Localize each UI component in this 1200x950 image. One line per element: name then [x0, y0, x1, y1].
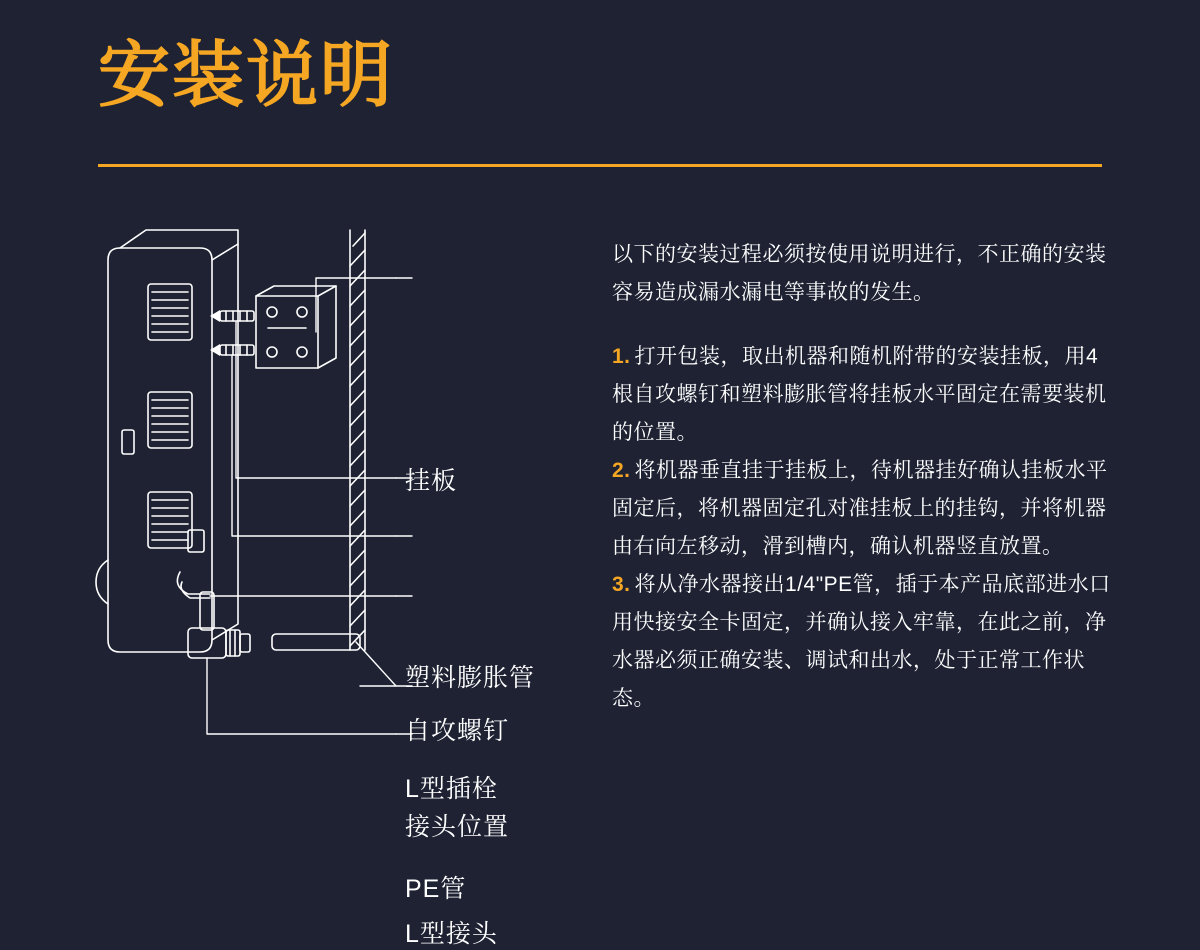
step-text: 将从净水器接出1/4"PE管，插于本产品底部进水口用快接安全卡固定，并确认接入牢靠，在此之前，净水器必须正确安装、调试和出水，处于正常工作状态。 — [612, 573, 1111, 710]
screws-and-expansion-tubes — [210, 310, 254, 356]
mounting-bracket — [256, 286, 336, 368]
wall-hatch — [350, 230, 365, 650]
page-title: 安装说明 — [98, 36, 395, 116]
step-item — [612, 566, 1112, 718]
step-number: 1. — [612, 345, 631, 368]
instructions-text-column — [612, 236, 1112, 718]
step-item — [612, 338, 1112, 452]
step-number: 2. — [612, 459, 631, 482]
label-l-jietou: L型接头 — [405, 920, 498, 948]
purifier-body — [96, 230, 238, 652]
installation-diagram — [60, 200, 620, 948]
step-number: 3. — [612, 573, 631, 596]
title-divider — [98, 164, 1102, 167]
label-jietou-weizhi: 接头位置 — [405, 813, 510, 841]
label-l-chashuan: L型插栓 — [405, 775, 498, 803]
vent-group-bottom — [148, 492, 192, 548]
diagram-svg — [60, 200, 620, 800]
label-pengzhangguan: 塑料膨胀管 — [405, 664, 536, 692]
step-item — [612, 452, 1112, 566]
steps-list — [612, 338, 1112, 718]
pe-tube-and-l-fitting — [188, 592, 360, 658]
label-guaban: 挂板 — [405, 467, 458, 495]
vent-group-top — [148, 284, 192, 340]
intro-paragraph: 以下的安装过程必须按使用说明进行，不正确的安装容易造成漏水漏电等事故的发生。 — [612, 243, 1107, 304]
vent-group-middle — [148, 392, 192, 448]
label-pe-guan: PE管 — [405, 875, 467, 903]
step-text: 将机器垂直挂于挂板上，待机器挂好确认挂板水平固定后，将机器固定孔对准挂板上的挂钩，并将机器由右向左移动，滑到槽内，确认机器竖直放置。 — [612, 459, 1108, 558]
label-luoding: 自攻螺钉 — [405, 717, 510, 745]
step-text: 打开包装，取出机器和随机附带的安装挂板，用4根自攻螺钉和塑料膨胀管将挂板水平固定在需要装机的位置。 — [612, 345, 1107, 444]
